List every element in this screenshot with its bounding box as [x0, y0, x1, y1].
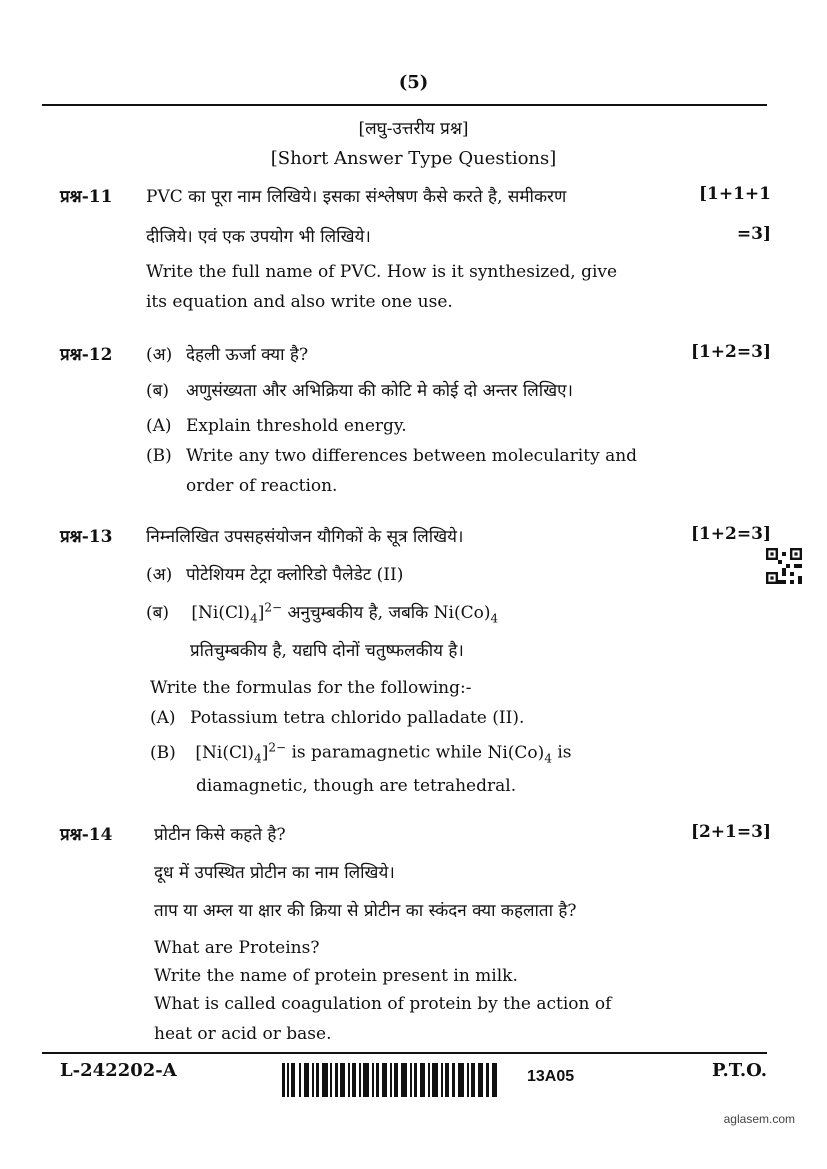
pto-label: P.T.O. — [711, 1060, 767, 1081]
q13-hindi-a-text: पोटेशियम टेट्रा क्लोरिडो पैलेडेट (II) — [186, 565, 404, 585]
q13-english-a-tag: (A) — [150, 708, 176, 728]
q12-english-b — [146, 446, 637, 466]
q11-marks-line-1: [1+1+1 — [698, 184, 771, 204]
section-title-english: [Short Answer Type Questions] — [270, 148, 557, 169]
q12-hindi-a — [146, 342, 308, 365]
q12-english-a — [146, 416, 407, 436]
q11-english-line-2: its equation and also write one use. — [146, 292, 453, 312]
q13-marks: [1+2=3] — [690, 524, 771, 544]
q11-hindi-line-2: दीजिये। एवं एक उपयोग भी लिखिये। — [146, 227, 371, 247]
page-number: (5) — [398, 72, 429, 93]
q14-label: प्रश्न-14 — [60, 825, 113, 845]
q13-hindi-b-tag: (ब) — [146, 603, 169, 623]
q13-english-intro: Write the formulas for the following:- — [150, 678, 472, 698]
q13-english-formula-nicl4: $[Ni(Cl)_4]^{2-}$ — [195, 740, 287, 766]
q12-hindi-b-text: अणुसंख्यता और अभिक्रिया की कोटि मे कोई दो अन्तर लिखिए। — [186, 381, 573, 401]
q13-english-b-end: is — [557, 742, 572, 763]
q11-english-line-1: Write the full name of PVC. How is it synthesized, give — [146, 262, 618, 282]
q12-hindi-a-text: देहली ऊर्जा क्या है? — [186, 345, 309, 365]
q13-hindi-a-tag: (अ) — [146, 565, 173, 585]
q14-hindi-line-1: प्रोटीन किसे कहते है? — [154, 825, 286, 845]
q11-hindi-line-1: PVC का पूरा नाम लिखिये। इसका संश्लेषण कैसे करते है, समीकरण — [146, 187, 567, 207]
q12-english-b-line-2: order of reaction. — [186, 476, 338, 496]
watermark: aglasem.com — [723, 1112, 795, 1126]
q13-hindi-intro: निम्नलिखित उपसहसंयोजन यौगिकों के सूत्र लिखिये। — [146, 527, 464, 547]
q12-marks: [1+2=3] — [690, 342, 771, 362]
paper-code: L-242202-A — [60, 1060, 177, 1081]
header-rule — [42, 104, 767, 106]
q14-english-line-3: What is called coagulation of protein by the action of — [154, 994, 612, 1014]
q13-hindi-b-middle: अनुचुम्बकीय है, जबकि — [287, 603, 429, 623]
qr-code-icon — [766, 548, 802, 584]
q11-marks-line-2: =3] — [736, 224, 771, 244]
q13-formula-nico4: $Ni(Co)_4$ — [433, 603, 499, 626]
q14-marks: [2+1=3] — [690, 822, 771, 842]
q14-hindi-line-3: ताप या अम्ल या क्षार की क्रिया से प्रोटीन का स्कंदन क्या कहलाता है? — [154, 901, 577, 921]
barcode-icon — [282, 1063, 497, 1097]
q13-english-b-tag: (B) — [150, 742, 176, 763]
q13-hindi-b — [146, 600, 498, 625]
q13-english-b — [150, 740, 572, 765]
q13-label: प्रश्न-13 — [60, 527, 113, 547]
q12-english-b-text: Write any two differences between molecularity and — [186, 446, 638, 466]
q11-label: प्रश्न-11 — [60, 187, 113, 207]
q14-english-line-4: heat or acid or base. — [154, 1024, 332, 1044]
q14-hindi-line-2: दूध में उपस्थित प्रोटीन का नाम लिखिये। — [154, 863, 395, 883]
q13-english-a — [150, 708, 524, 728]
q12-hindi-b-tag: (ब) — [146, 381, 169, 401]
q14-english-line-2: Write the name of protein present in milk. — [154, 966, 518, 986]
q13-english-b-middle: is paramagnetic while — [291, 742, 483, 763]
q12-english-a-text: Explain threshold energy. — [186, 416, 407, 436]
series-code: 13A05 — [527, 1068, 575, 1085]
q14-english-line-1: What are Proteins? — [154, 938, 320, 958]
q12-hindi-a-tag: (अ) — [146, 345, 173, 365]
section-title-hindi: [लघु-उत्तरीय प्रश्न] — [358, 119, 469, 139]
q13-english-b-line-2: diamagnetic, though are tetrahedral. — [196, 776, 517, 796]
q12-hindi-b — [146, 378, 573, 401]
q12-english-a-tag: (A) — [146, 416, 172, 436]
footer-rule — [42, 1052, 767, 1054]
q13-hindi-a — [146, 562, 403, 585]
q13-hindi-b-line-2: प्रतिचुम्बकीय है, यद्यपि दोनों चतुष्फलकीय है। — [190, 641, 464, 661]
q13-formula-nicl4: $[Ni(Cl)_4]^{2-}$ — [191, 600, 283, 626]
q12-english-b-tag: (B) — [146, 446, 172, 466]
q13-english-formula-nico4: $Ni(Co)_4$ — [487, 742, 552, 766]
q13-english-a-text: Potassium tetra chlorido palladate (II). — [190, 708, 525, 728]
q12-label: प्रश्न-12 — [60, 345, 113, 365]
